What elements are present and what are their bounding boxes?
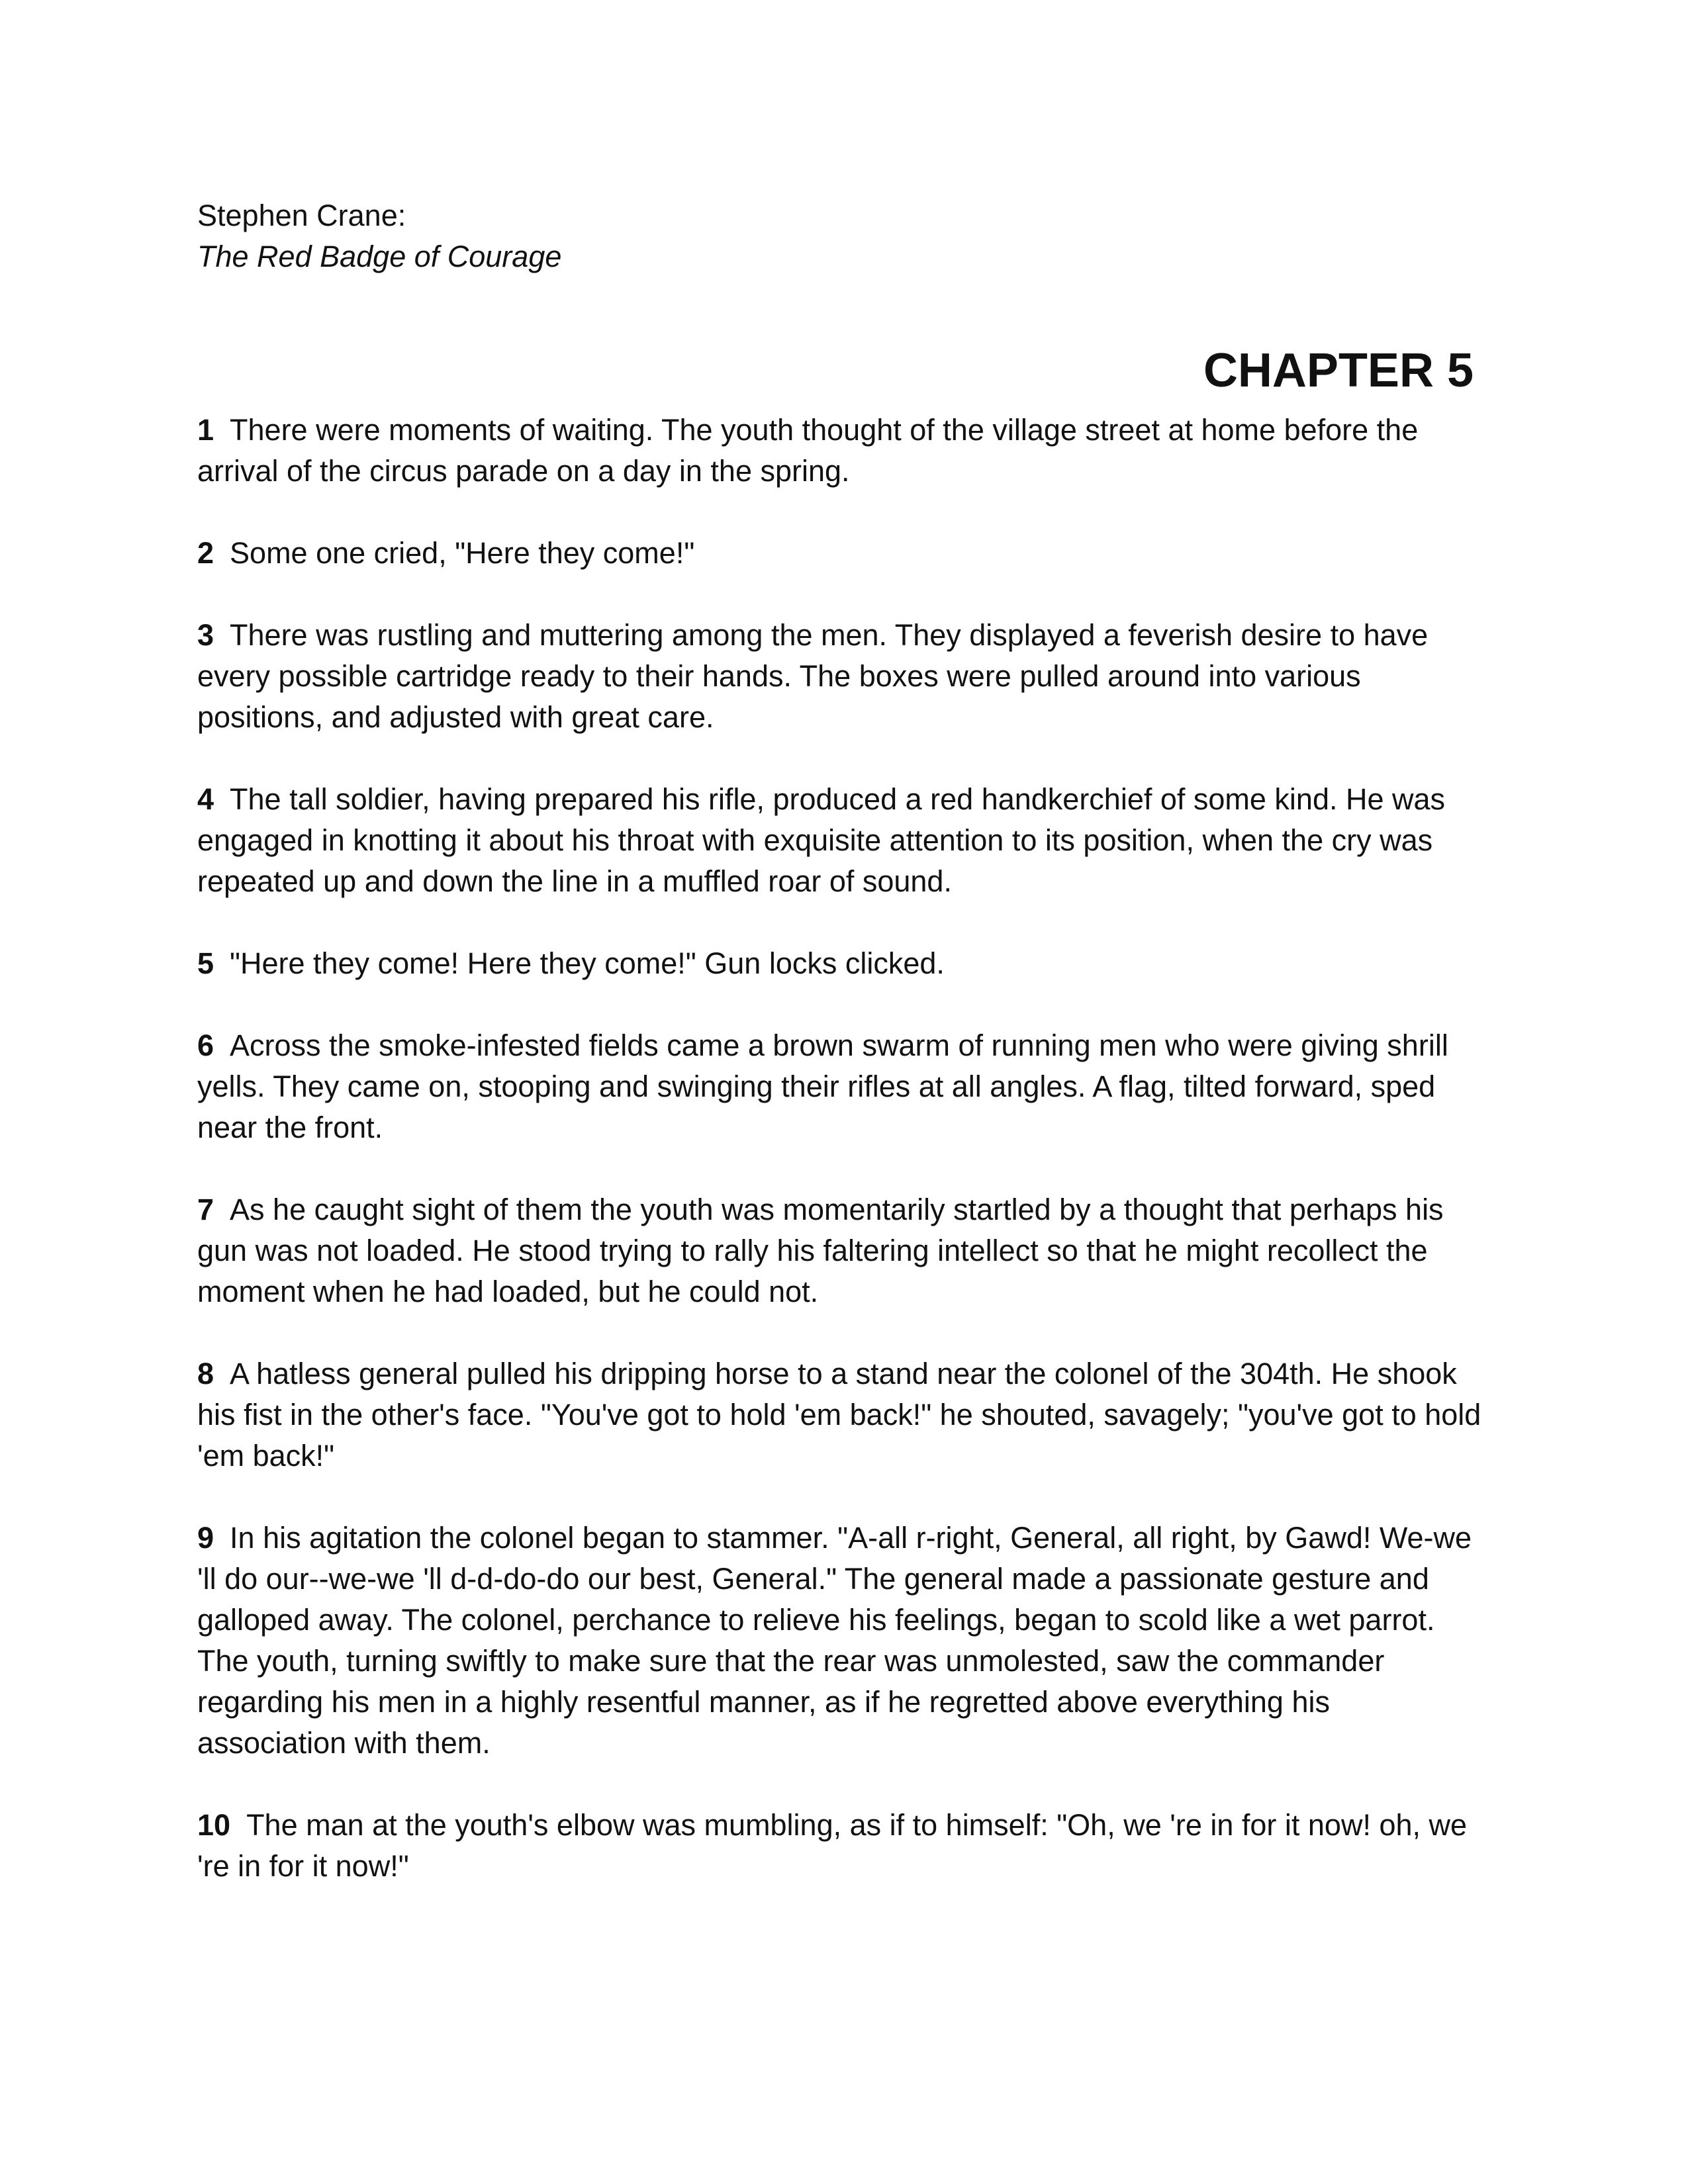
paragraph-number: 9 <box>197 1521 214 1555</box>
paragraph <box>197 943 1481 984</box>
paragraph-number: 10 <box>197 1808 231 1842</box>
document-page <box>197 195 1481 1928</box>
paragraph <box>197 779 1481 902</box>
paragraph-text: There were moments of waiting. The youth thought of the village street at home before the arrival of the circus parade on a day in the spring. <box>197 413 1419 488</box>
paragraph-number: 1 <box>197 413 214 447</box>
paragraph-text: The man at the youth's elbow was mumbling, as if to himself: "Oh, we 're in for it now! oh, we 're in for it now!" <box>197 1808 1468 1883</box>
paragraph-number: 7 <box>197 1193 214 1226</box>
paragraph-text: As he caught sight of them the youth was momentarily startled by a thought that perhaps his gun was not loaded. He stood trying to rally his faltering intellect so that he might recollect the moment when he had loaded, but he could not. <box>197 1193 1444 1308</box>
paragraph-text: Some one cried, "Here they come!" <box>230 536 695 570</box>
paragraph <box>197 410 1481 492</box>
author-line: Stephen Crane: <box>197 199 406 232</box>
paragraph-text: The tall soldier, having prepared his rifle, produced a red handkerchief of some kind. He was engaged in knotting it about his throat with exquisite attention to its position, when the cry was repeated up and down the line in a muffled roar of sound. <box>197 782 1446 898</box>
book-title: The Red Badge of Courage <box>197 240 562 273</box>
chapter-heading: CHAPTER 5 <box>1203 344 1474 397</box>
paragraph-text: In his agitation the colonel began to stammer. "A-all r-right, General, all right, by Gawd! We-we 'll do our--we-we 'll d-d-do-do our best, General." The general made a passionate gesture and galloped away. The colonel, perchance to relieve his feelings, began to scold like a wet parrot. The youth, turning swiftly to make sure that the rear was unmolested, saw the commander regarding his men in a highly resentful manner, as if he regretted above everything his association with them. <box>197 1521 1472 1760</box>
paragraph <box>197 1518 1481 1764</box>
paragraph-list <box>197 410 1481 1887</box>
paragraph-number: 8 <box>197 1357 214 1390</box>
paragraph-number: 4 <box>197 782 214 816</box>
paragraph-number: 5 <box>197 946 214 980</box>
paragraph-number: 3 <box>197 618 214 652</box>
paragraph-text: Across the smoke-infested fields came a brown swarm of running men who were giving shrill yells. They came on, stooping and swinging their rifles at all angles. A flag, tilted forward, sped near the front. <box>197 1028 1448 1144</box>
paragraph-text: "Here they come! Here they come!" Gun locks clicked. <box>230 946 945 980</box>
paragraph <box>197 1025 1481 1148</box>
paragraph <box>197 1353 1481 1477</box>
paragraph-number: 6 <box>197 1028 214 1062</box>
paragraph-number: 2 <box>197 536 214 570</box>
paragraph <box>197 1805 1481 1887</box>
paragraph-text: A hatless general pulled his dripping horse to a stand near the colonel of the 304th. He shook his fist in the other's face. "You've got to hold 'em back!" he shouted, savagely; "you've got to hold 'em back!" <box>197 1357 1481 1473</box>
paragraph <box>197 533 1481 574</box>
paragraph <box>197 1189 1481 1312</box>
paragraph-text: There was rustling and muttering among the men. They displayed a feverish desire to have every possible cartridge ready to their hands. The boxes were pulled around into various positions, and adjusted with great care. <box>197 618 1429 734</box>
paragraph <box>197 615 1481 738</box>
